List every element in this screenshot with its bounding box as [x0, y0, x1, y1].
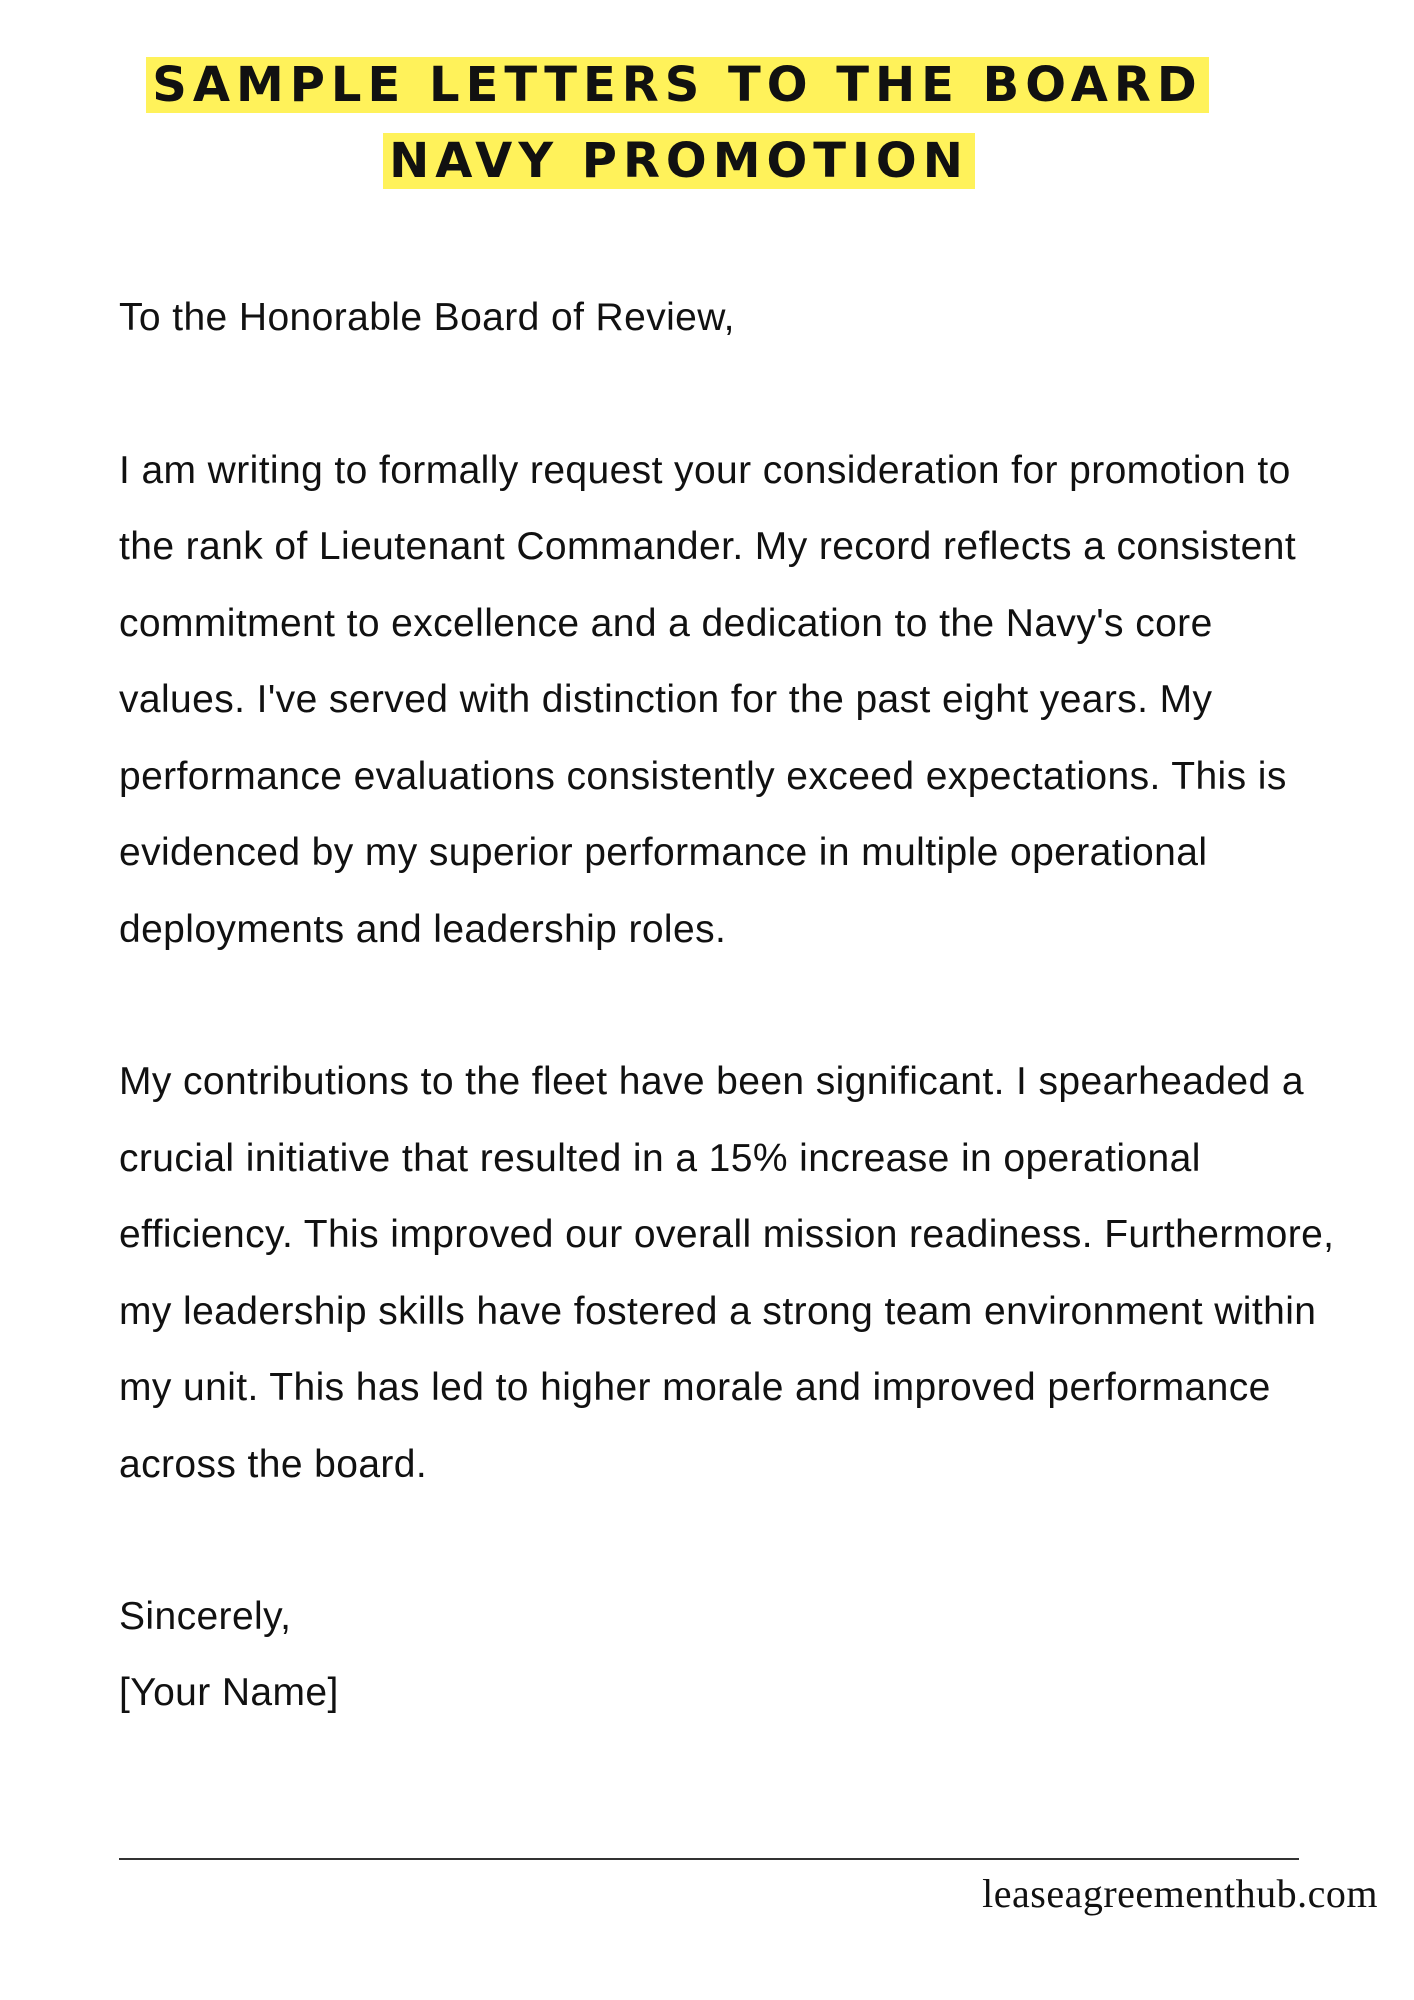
signature-line	[119, 1858, 1299, 1860]
closing	[119, 1579, 1349, 1731]
paragraph-2: My contributions to the fleet have been significant. I spearheaded a crucial initiative that resulted in a 15% increase in operational efficiency. This improved our overall mission readiness. Furthermore, my leadership skills have fostered a strong team environment within my unit. This has led to higher morale and improved performance across the board.	[119, 1060, 1335, 1486]
footer-website: leaseagreementhub.com	[982, 1871, 1378, 1916]
title-line-2-text: NAVY PROMOTION	[383, 133, 975, 189]
salutation: To the Honorable Board of Review,	[119, 296, 735, 339]
title-line-2	[360, 126, 998, 196]
closing-text: Sincerely,	[119, 1595, 292, 1638]
paragraph-1: I am writing to formally request your consideration for promotion to the rank of Lieutenant Commander. My record reflects a consistent commitment to excellence and a dedication to the Navy's core values. I've served with distinction for the past eight years. My performance evaluations consistently exceed expectations. This is evidenced by my superior performance in multiple operational deployments and leadership roles.	[119, 448, 1297, 951]
signature-name: [Your Name]	[119, 1671, 339, 1714]
letter-body	[119, 280, 1349, 1731]
title-line-1-text: SAMPLE LETTERS TO THE BOARD	[146, 57, 1208, 113]
title-line-1	[112, 50, 1243, 120]
